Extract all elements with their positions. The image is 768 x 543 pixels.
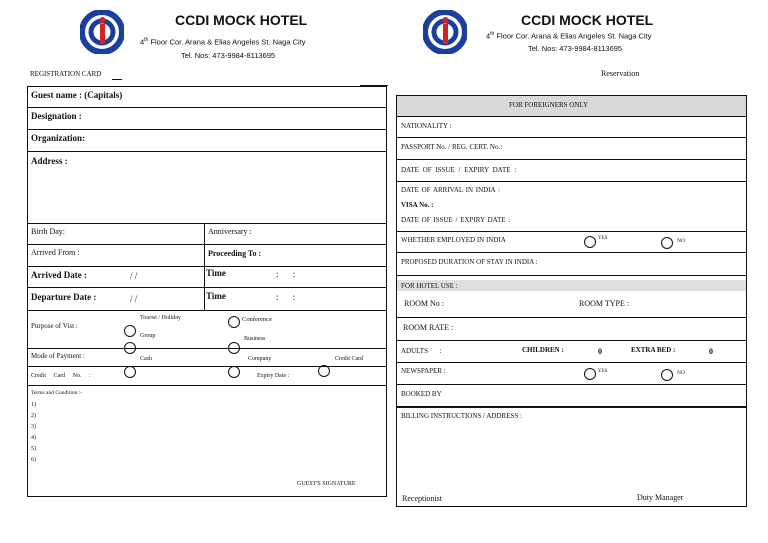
- duty-manager-label: Duty Manager: [637, 493, 684, 502]
- stay-duration-field[interactable]: PROPOSED DURATION OF STAY IN INDIA :: [401, 258, 538, 266]
- employed-yes-label: YES: [598, 236, 608, 241]
- children-value: 0: [598, 347, 602, 356]
- anniversary-field[interactable]: Anniversary :: [208, 227, 252, 236]
- departure-time-field[interactable]: Time: [206, 291, 226, 301]
- hotel-logo: [80, 10, 124, 54]
- foreigners-header: FOR FOREIGNERS ONLY: [509, 101, 589, 109]
- terms-item: 5): [31, 446, 36, 452]
- purpose-group-label: Group: [140, 333, 156, 339]
- hotel-address: 4th Floor Cor. Arana & Elias Angeles St. Naga City: [486, 31, 652, 41]
- guest-signature-label: GUEST'S SIGNATURE: [297, 481, 356, 487]
- purpose-tourist-label: Tourist / Holiday: [140, 315, 181, 321]
- terms-item: 4): [31, 435, 36, 441]
- payment-company-label: Company: [248, 356, 272, 362]
- departure-date-slashes: / /: [130, 294, 138, 304]
- proceeding-to-field[interactable]: Proceeding To :: [208, 249, 262, 258]
- designation-field[interactable]: Designation :: [31, 111, 82, 121]
- extra-bed-field[interactable]: EXTRA BED :: [631, 346, 676, 354]
- organization-field[interactable]: Organization:: [31, 133, 85, 143]
- employed-no-label: NO: [677, 238, 685, 244]
- hotel-tel: Tel. Nos: 473-9984-8113695: [528, 44, 623, 53]
- arrival-time-field[interactable]: Time: [206, 268, 226, 278]
- receptionist-label: Receptionist: [402, 494, 442, 503]
- birth-day-field[interactable]: Birth Day:: [31, 227, 65, 236]
- departure-date-field[interactable]: Departure Date :: [31, 292, 97, 302]
- newspaper-no-radio[interactable]: [661, 369, 673, 381]
- arrived-from-field[interactable]: Arrived From :: [31, 248, 80, 257]
- payment-cash-radio[interactable]: [124, 366, 136, 378]
- payment-credit-card-radio[interactable]: [318, 365, 330, 377]
- departure-time-colons: : :: [276, 292, 296, 302]
- nationality-field[interactable]: NATIONALITY :: [401, 122, 452, 130]
- hotel-use-header: FOR HOTEL USE :: [401, 282, 458, 290]
- guest-name-field[interactable]: Guest name : (Capitals): [31, 90, 123, 100]
- hotel-address: 4th Floor Cor. Arana & Elias Angeles St. Naga City: [140, 37, 306, 47]
- arrival-time-colons: : :: [276, 269, 296, 279]
- employed-yes-radio[interactable]: [584, 236, 596, 248]
- issue-expiry-field[interactable]: DATE OF ISSUE / EXPIRY DATE :: [401, 166, 517, 174]
- room-no-field[interactable]: ROOM No :: [404, 299, 445, 308]
- hotel-tel: Tel. Nos: 473-9984-8113695: [181, 51, 276, 60]
- purpose-label: Purpose of Vist :: [31, 322, 78, 330]
- payment-credit-card-label: Credit Card: [335, 356, 364, 362]
- arrival-india-field[interactable]: DATE OF ARRIVAL IN INDIA :: [401, 186, 500, 194]
- terms-item: 1): [31, 402, 36, 408]
- arrived-date-slashes: / /: [130, 271, 138, 281]
- adults-field[interactable]: ADULTS :: [401, 347, 442, 355]
- reservation-title: Reservation: [601, 69, 640, 78]
- issue-expiry2-field[interactable]: DATE OF ISSUE / EXPIRY DATE :: [401, 216, 511, 224]
- passport-field[interactable]: PASSPORT No. / REG. CERT. No.:: [401, 143, 503, 151]
- purpose-conference-radio[interactable]: [228, 316, 240, 328]
- payment-label: Mode of Payment :: [31, 352, 85, 360]
- visa-no-field[interactable]: VISA No. :: [401, 201, 434, 209]
- purpose-conference-label: Conference: [242, 316, 272, 323]
- employed-india-field: WHETHER EMPLOYED IN INDIA: [401, 236, 506, 244]
- newspaper-field: NEWSPAPER :: [401, 367, 446, 375]
- room-type-field[interactable]: ROOM TYPE :: [579, 299, 630, 308]
- newspaper-yes-radio[interactable]: [584, 368, 596, 380]
- extra-bed-value: 0: [709, 347, 713, 356]
- children-field[interactable]: CHILDREN :: [522, 346, 564, 354]
- hotel-name: CCDI MOCK HOTEL: [521, 12, 654, 28]
- terms-item: 6): [31, 457, 36, 463]
- expiry-date-field[interactable]: Expiry Date :: [257, 373, 290, 379]
- purpose-tourist-radio[interactable]: [124, 325, 136, 337]
- terms-title: Terms and Condition :-: [31, 390, 83, 396]
- payment-cash-label: Cash: [140, 356, 152, 362]
- terms-item: 3): [31, 424, 36, 430]
- booked-by-field[interactable]: BOOKED BY: [401, 390, 442, 398]
- terms-item: 2): [31, 413, 36, 419]
- reservation-form: [396, 95, 747, 507]
- newspaper-yes-label: YES: [598, 369, 608, 374]
- credit-card-no-field[interactable]: Credit Card No. :: [31, 373, 91, 379]
- employed-no-radio[interactable]: [661, 237, 673, 249]
- billing-address-field[interactable]: BILLING INSTRUCTIONS / ADDRESS :: [401, 412, 522, 420]
- payment-company-radio[interactable]: [228, 366, 240, 378]
- hotel-logo: [423, 10, 467, 54]
- room-rate-field[interactable]: ROOM RATE :: [403, 323, 454, 332]
- newspaper-no-label: NO: [677, 370, 685, 376]
- arrived-date-field[interactable]: Arrived Date :: [31, 270, 87, 280]
- address-field[interactable]: Address :: [31, 156, 68, 166]
- registration-title: REGISTRATION CARD: [30, 70, 102, 78]
- purpose-business-label: Business: [244, 336, 266, 342]
- hotel-name: CCDI MOCK HOTEL: [175, 12, 308, 28]
